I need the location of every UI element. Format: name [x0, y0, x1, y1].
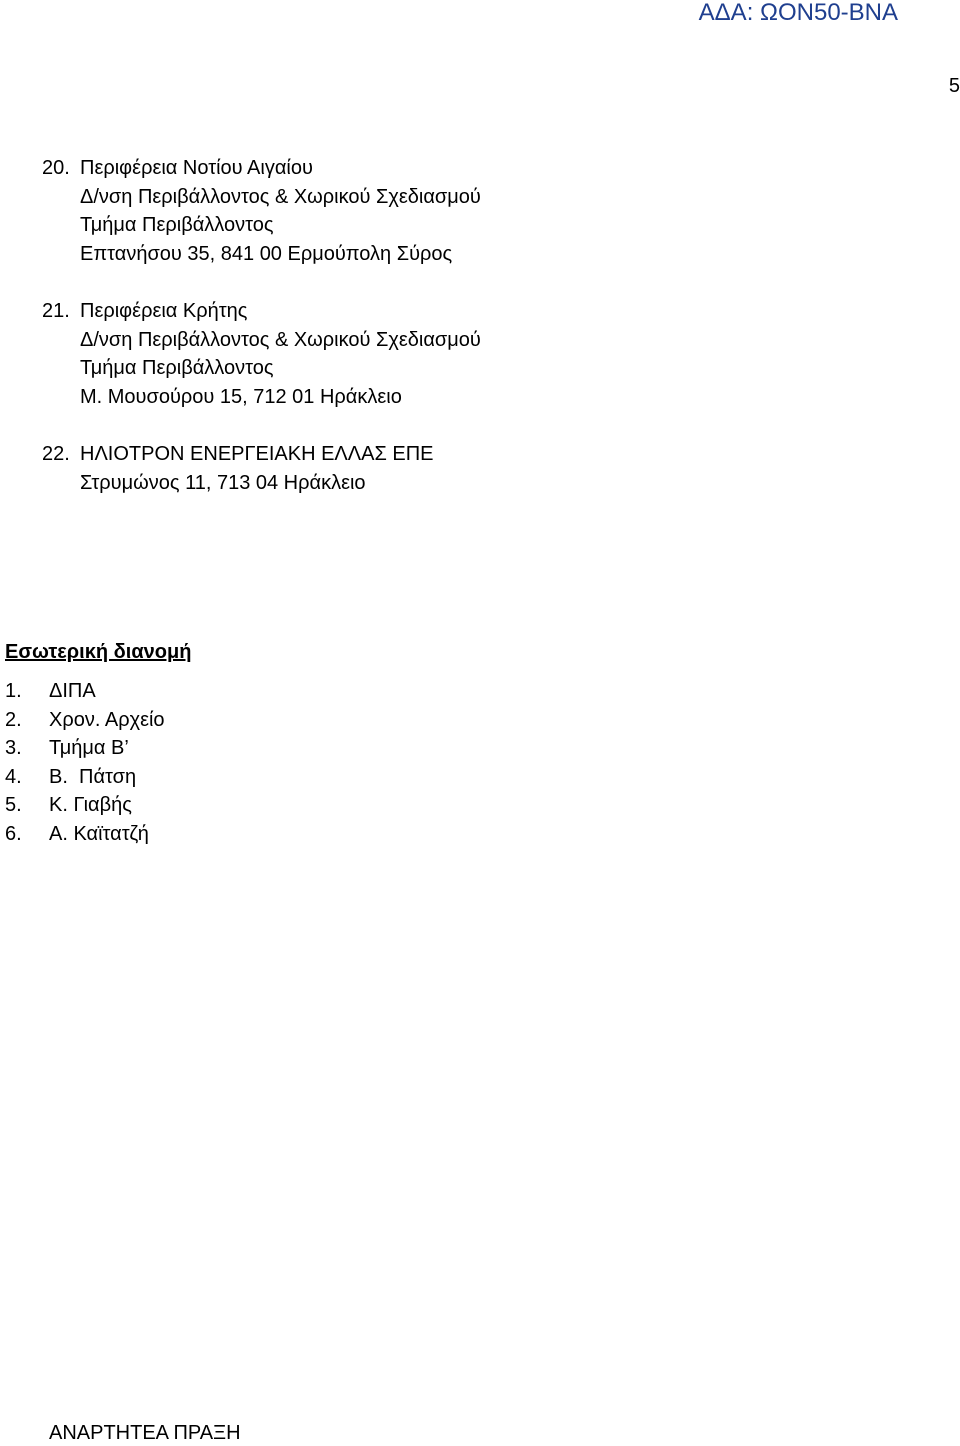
list-item-number: 5. — [5, 794, 22, 817]
internal-distribution-list — [5, 677, 165, 849]
page-number: 5 — [948, 75, 960, 97]
list-item-text: ΔΙΠΑ — [49, 680, 96, 702]
list-item-number: 6. — [5, 822, 22, 845]
recipient-line — [42, 297, 481, 326]
recipient-line — [42, 383, 481, 412]
recipient-name: ΗΛΙΟΤΡΟΝ ΕΝΕΡΓΕΙΑΚΗ ΕΛΛΑΣ ΕΠΕ — [80, 443, 434, 465]
recipient-address: Επτανήσου 35, 841 00 Ερμούπολη Σύρος — [80, 242, 453, 265]
list-item-text: Κ. Γιαβής — [49, 794, 132, 817]
recipient-line — [42, 440, 434, 469]
footer-posting-note: ΑΝΑΡΤΗΤΕΑ ΠΡΑΞΗ — [49, 1422, 241, 1444]
list-item-text: Α. Καϊτατζή — [49, 822, 149, 845]
list-item-number: 1. — [5, 680, 22, 702]
list-item — [5, 791, 165, 820]
recipient-address: Μ. Μουσούρου 15, 712 01 Ηράκλειο — [80, 385, 402, 408]
recipient-line — [42, 240, 481, 269]
list-item-text: Β. Πάτση — [49, 765, 137, 788]
recipient-number: 20. — [42, 157, 70, 179]
recipient-line — [42, 154, 481, 183]
recipient-line — [42, 326, 481, 355]
recipient-directorate: Δ/νση Περιβάλλοντος & Χωρικού Σχεδιασμού — [80, 328, 481, 351]
list-item-text: Τμήμα Β’ — [49, 737, 129, 760]
recipient-number: 21. — [42, 300, 70, 322]
list-item-number: 3. — [5, 737, 22, 760]
recipient-line — [42, 469, 434, 498]
recipient-address: Στρυμώνος 11, 713 04 Ηράκλειο — [80, 471, 366, 494]
list-item-number: 4. — [5, 765, 22, 788]
recipient-name: Περιφέρεια Κρήτης — [80, 300, 248, 322]
recipient-21 — [42, 297, 481, 411]
recipient-number: 22. — [42, 443, 70, 465]
list-item — [5, 763, 165, 792]
list-item — [5, 677, 165, 706]
recipient-line — [42, 211, 481, 240]
recipient-20 — [42, 154, 481, 268]
recipient-name: Περιφέρεια Νοτίου Αιγαίου — [80, 157, 313, 179]
recipient-directorate: Δ/νση Περιβάλλοντος & Χωρικού Σχεδιασμού — [80, 185, 481, 208]
list-item — [5, 734, 165, 763]
list-item-number: 2. — [5, 708, 22, 731]
ada-code: ΑΔΑ: ΩΟΝ50-ΒΝΑ — [698, 0, 898, 26]
recipient-department: Τμήμα Περιβάλλοντος — [80, 214, 274, 237]
recipient-22 — [42, 440, 434, 497]
recipient-line — [42, 183, 481, 212]
list-item — [5, 820, 165, 849]
recipient-line — [42, 354, 481, 383]
list-item-text: Χρον. Αρχείο — [49, 708, 165, 731]
internal-distribution-title: Εσωτερική διανομή — [5, 641, 192, 663]
list-item — [5, 706, 165, 735]
recipient-department: Τμήμα Περιβάλλοντος — [80, 357, 274, 380]
